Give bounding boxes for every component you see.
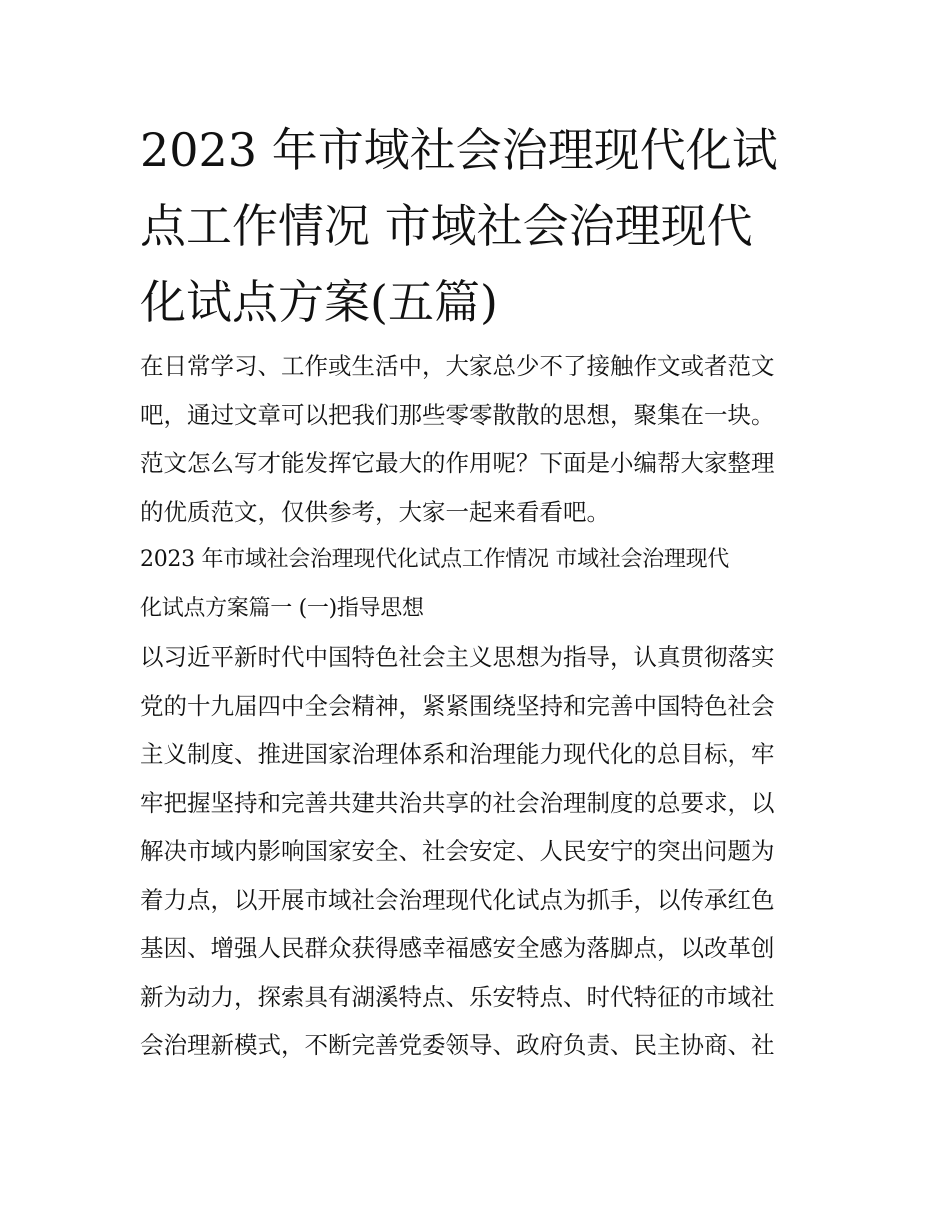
intro-line: 在日常学习、工作或生活中，大家总少不了接触作文或者范文 xyxy=(140,352,775,380)
body-line: 党的十九届四中全会精神，紧紧围绕坚持和完善中国特色社会 xyxy=(140,691,775,720)
intro-paragraph xyxy=(140,342,812,536)
body-line: 牢把握坚持和完善共建共治共享的社会治理制度的总要求，以 xyxy=(140,788,775,817)
body-paragraph xyxy=(140,633,812,1070)
document-page xyxy=(140,112,812,1070)
body-line: 着力点，以开展市域社会治理现代化试点为抓手，以传承红色 xyxy=(140,885,775,914)
intro-line: 范文怎么写才能发挥它最大的作用呢？下面是小编帮大家整理 xyxy=(140,449,775,477)
title-line-3: 化试点方案(五篇) xyxy=(140,275,498,329)
body-line: 新为动力，探索具有湖溪特点、乐安特点、时代特征的市域社 xyxy=(140,982,775,1011)
body-line: 会治理新模式，不断完善党委领导、政府负责、民主协商、社 xyxy=(140,1031,775,1059)
intro-line: 吧，通过文章可以把我们那些零零散散的思想，聚集在一块。 xyxy=(140,400,775,429)
document-title xyxy=(140,112,812,340)
body-line: 解决市域内影响国家安全、社会安定、人民安宁的突出问题为 xyxy=(140,837,775,865)
body-line: 以习近平新时代中国特色社会主义思想为指导，认真贯彻落实 xyxy=(140,643,775,671)
intro-line: 的优质范文，仅供参考，大家一起来看看吧。 xyxy=(140,497,610,526)
section-heading-line: 2023 年市域社会治理现代化试点工作情况 市域社会治理现代 xyxy=(140,547,729,572)
body-line: 主义制度、推进国家治理体系和治理能力现代化的总目标，牢 xyxy=(140,740,775,768)
title-line-2: 点工作情况 市域社会治理现代 xyxy=(140,199,753,253)
title-line-1: 2023 年市域社会治理现代化试 xyxy=(140,123,778,177)
body-line: 基因、增强人民群众获得感幸福感安全感为落脚点，以改革创 xyxy=(140,934,775,962)
section-heading xyxy=(140,536,812,633)
section-heading-line: 化试点方案篇一 (一)指导思想 xyxy=(140,595,424,621)
